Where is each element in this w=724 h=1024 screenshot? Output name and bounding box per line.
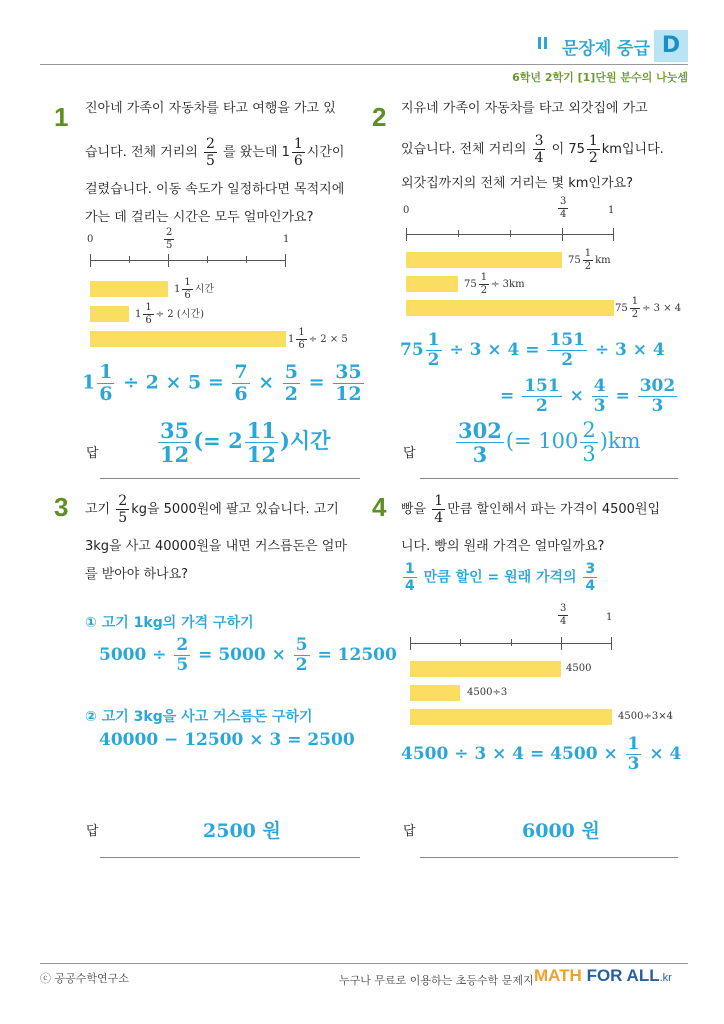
text: = — [500, 386, 515, 406]
numerator: 2 — [166, 227, 173, 238]
numerator: 1 — [427, 330, 440, 350]
text: ÷ 3 × 4 — [642, 303, 682, 314]
text: 1 — [82, 371, 96, 394]
text: 빵을 — [401, 502, 427, 517]
fraction — [626, 736, 642, 773]
text: )km — [599, 429, 641, 453]
denominator: 5 — [118, 510, 128, 526]
fraction — [116, 494, 129, 525]
problem-2-number: 2 — [372, 102, 387, 132]
brand-for-all: FOR ALL — [586, 966, 660, 985]
fraction — [580, 420, 597, 465]
bar-2 — [410, 685, 460, 701]
answer-3-label: 답 — [86, 824, 99, 839]
bar-2 — [406, 276, 458, 292]
denominator: 4 — [405, 578, 415, 594]
tick — [90, 254, 91, 267]
text: 75 — [400, 340, 424, 360]
numerator: 35 — [160, 418, 190, 443]
text: (= 100 — [505, 429, 579, 453]
denominator: 6 — [298, 340, 305, 351]
axis-mark-label — [162, 228, 176, 251]
bar-3 — [410, 709, 612, 725]
number-line — [90, 260, 286, 261]
text: 5000 ÷ — [99, 645, 167, 665]
bar-1 — [90, 281, 168, 297]
tick — [129, 256, 130, 263]
text: ÷ 3 × 4 = — [449, 340, 540, 360]
level-label: D — [661, 33, 681, 58]
problem-3-step-2: ② 고기 3kg을 사고 거스름돈 구하기 — [85, 709, 313, 725]
problem-3-step-2-equation: 40000 − 12500 × 3 = 2500 — [99, 730, 355, 750]
fraction — [294, 637, 310, 674]
problem-1-line: 가는 데 걸리는 시간은 모두 얼마인가요? — [85, 210, 314, 225]
fraction — [296, 328, 306, 351]
diagram-2 — [403, 196, 706, 322]
denominator: 2 — [561, 350, 574, 370]
fraction — [592, 378, 608, 415]
bar-2-label — [135, 303, 204, 326]
fraction — [479, 273, 489, 296]
denominator: 2 — [631, 309, 639, 320]
answer-1-underline — [100, 478, 360, 479]
text: ÷ 2 (시간) — [155, 309, 204, 320]
bar-3-label — [288, 328, 348, 351]
text: kg을 5000원에 팔고 있습니다. 고기 — [131, 502, 339, 517]
tick — [613, 228, 614, 241]
tick — [410, 637, 411, 650]
numerator: 1 — [298, 327, 305, 338]
text: 75 — [615, 303, 628, 314]
denominator: 3 — [472, 442, 488, 467]
denominator: 2 — [427, 350, 440, 370]
bar-3 — [406, 300, 614, 316]
problem-3-line: 3kg을 사고 40000원을 내면 거스름돈은 얼마 — [85, 539, 347, 554]
numerator: 3 — [560, 603, 567, 614]
text: = — [308, 371, 325, 394]
axis-zero-label: 0 — [87, 234, 94, 245]
numerator: 1 — [480, 272, 488, 283]
problem-3-number: 3 — [54, 492, 69, 522]
numerator: 302 — [639, 376, 676, 396]
text: 75 — [568, 255, 581, 266]
numerator: 302 — [458, 418, 502, 443]
tick — [561, 637, 562, 650]
numerator: 4 — [593, 376, 606, 396]
denominator: 5 — [176, 655, 189, 675]
fraction — [182, 278, 192, 301]
answer-3-value: 2500 원 — [203, 820, 281, 842]
denominator: 6 — [99, 383, 113, 405]
tick — [168, 254, 169, 267]
solution-2-equation-2 — [500, 378, 679, 415]
problem-4-text — [401, 490, 660, 560]
numerator: 11 — [246, 418, 276, 443]
text: 있습니다. 전체 거리의 — [401, 142, 527, 157]
numerator: 5 — [295, 635, 308, 655]
numerator: 35 — [335, 361, 362, 383]
numerator: 1 — [99, 361, 113, 383]
answer-2-underline — [420, 478, 678, 479]
problem-1-line-2 — [85, 133, 344, 173]
denominator: 5 — [206, 153, 215, 169]
problem-3-line: 를 받아야 하나요? — [85, 567, 189, 582]
tick — [458, 230, 459, 237]
numerator: 1 — [434, 493, 444, 509]
footer-copyright: ⓒ 공공수학연구소 — [40, 972, 129, 985]
denominator: 4 — [585, 578, 596, 594]
axis-one-label: 1 — [608, 205, 615, 216]
fraction — [143, 303, 153, 326]
diagram-4 — [410, 602, 710, 727]
text: 습니다. 전체 거리의 — [85, 145, 198, 160]
answer-4-underline — [420, 857, 678, 858]
answer-2-value — [454, 420, 641, 465]
problem-2-line: 외갓집까지의 전체 거리는 몇 km인가요? — [401, 176, 633, 191]
denominator: 6 — [234, 383, 248, 405]
series-title: 문장제 중급 — [562, 39, 651, 59]
fraction — [630, 297, 640, 320]
denominator: 5 — [166, 240, 173, 251]
problem-3-text — [85, 490, 347, 590]
fraction — [547, 332, 587, 369]
denominator: 6 — [145, 315, 152, 326]
bar-3 — [90, 331, 286, 347]
fraction — [292, 137, 305, 168]
problem-1-line: 진아네 가족이 자동차를 타고 여행을 가고 있 — [85, 101, 336, 116]
bar-1-label — [568, 249, 611, 272]
numerator: 1 — [627, 734, 640, 754]
tick — [246, 256, 247, 263]
text: ÷ 2 × 5 = — [123, 371, 224, 394]
solution-2-equation-1 — [400, 332, 665, 369]
tick — [207, 256, 208, 263]
axis-mark-label — [556, 197, 570, 220]
axis-one-label: 1 — [283, 234, 290, 245]
denominator: 12 — [160, 442, 190, 467]
bar-1-label: 4500 — [566, 663, 592, 674]
fraction — [158, 420, 191, 465]
numerator: 1 — [145, 302, 152, 313]
footer-rule — [40, 963, 688, 964]
numerator: 151 — [549, 330, 585, 350]
unit-subtitle: 6학년 2학기 [1]단원 분수의 나눗셈 — [512, 71, 688, 84]
bar-1-label — [174, 278, 214, 301]
text: 이 75 — [551, 142, 585, 157]
fraction — [638, 378, 678, 415]
fraction — [283, 363, 300, 404]
denominator: 3 — [651, 396, 664, 416]
numerator: 1 — [584, 248, 592, 259]
text: × — [569, 386, 584, 406]
text: )시간 — [279, 428, 331, 453]
problem-4-number: 4 — [372, 492, 387, 522]
text: × 4 — [649, 744, 682, 764]
problem-4-hint — [401, 562, 599, 593]
fraction — [533, 134, 546, 165]
tick — [511, 639, 512, 646]
fraction — [333, 363, 363, 404]
tick — [460, 639, 461, 646]
numerator: 5 — [284, 361, 299, 383]
denominator: 3 — [627, 754, 640, 774]
denominator: 12 — [246, 442, 276, 467]
fraction — [204, 137, 217, 168]
answer-1-label: 답 — [86, 446, 99, 461]
problem-2-line-2 — [401, 131, 664, 169]
footer-tagline: 누구나 무료로 이용하는 초등수학 문제지 — [339, 974, 534, 987]
denominator: 6 — [293, 153, 303, 169]
tick — [406, 228, 407, 241]
numerator: 2 — [176, 635, 189, 655]
text: = — [615, 386, 630, 406]
level-badge — [654, 30, 688, 62]
denominator: 2 — [480, 285, 488, 296]
text: 만큼 할인해서 파는 가격이 4500원입 — [447, 502, 661, 517]
text: 시간 — [194, 284, 215, 295]
text: = 12500 — [317, 645, 397, 665]
text: 1 — [174, 284, 181, 295]
answer-4-value: 6000 원 — [522, 820, 600, 842]
fraction — [522, 378, 562, 415]
text: × — [258, 371, 275, 394]
numerator: 2 — [206, 136, 215, 152]
numerator: 1 — [631, 296, 639, 307]
text: ÷ 3km — [491, 279, 525, 290]
diagram-1 — [87, 227, 360, 351]
problem-2-line: 지유네 가족이 자동차를 타고 외갓집에 가고 — [401, 101, 648, 116]
text: ÷ 3 × 4 — [594, 340, 665, 360]
problem-4-line-1 — [401, 490, 660, 530]
numerator: 1 — [184, 277, 191, 288]
axis-zero-label: 0 — [403, 205, 410, 216]
denominator: 2 — [588, 150, 598, 166]
axis-mark-label — [556, 604, 570, 627]
fraction — [245, 420, 278, 465]
fraction — [583, 249, 593, 272]
numerator: 1 — [293, 136, 303, 152]
fraction — [174, 637, 190, 674]
solution-4-equation — [401, 736, 681, 773]
fraction — [426, 332, 442, 369]
bar-2-label — [464, 273, 525, 296]
brand-domain: .kr — [659, 972, 672, 984]
answer-3-underline — [100, 857, 360, 858]
problem-1-line: 걸렸습니다. 이동 속도가 일정하다면 목적지에 — [85, 182, 345, 197]
text: 시간이 — [306, 145, 345, 160]
text: = 5000 × — [198, 645, 286, 665]
text: 4500 ÷ 3 × 4 = 4500 × — [401, 744, 618, 764]
numerator: 2 — [582, 418, 596, 442]
tick — [285, 254, 286, 267]
brand-math: MATH — [534, 966, 582, 985]
problem-4-line: 니다. 빵의 원래 가격은 얼마일까요? — [401, 539, 605, 554]
answer-2-label: 답 — [403, 446, 416, 461]
tick — [611, 637, 612, 650]
problem-3-line-1 — [85, 490, 347, 530]
bar-3-label: 4500÷3×4 — [618, 711, 673, 722]
numerator: 3 — [585, 561, 596, 577]
answer-1-value — [156, 420, 330, 465]
denominator: 4 — [560, 616, 567, 627]
denominator: 2 — [584, 261, 592, 272]
text: 만큼 할인 = 원래 가격의 — [423, 569, 577, 586]
denominator: 3 — [593, 396, 606, 416]
bar-2 — [90, 306, 129, 322]
denominator: 6 — [184, 290, 191, 301]
header-bars-icon — [538, 37, 550, 49]
text: 1 — [288, 334, 295, 345]
bar-2-label: 4500÷3 — [467, 687, 508, 698]
text: 75 — [464, 279, 477, 290]
problem-3-step-1: ① 고기 1kg의 가격 구하기 — [85, 615, 254, 631]
fraction — [403, 562, 417, 593]
brand-logo — [534, 966, 672, 986]
text: ÷ 2 × 5 — [308, 334, 348, 345]
numerator: 7 — [234, 361, 248, 383]
numerator: 1 — [588, 133, 598, 149]
fraction — [587, 134, 600, 165]
numerator: 3 — [534, 133, 544, 149]
denominator: 4 — [434, 510, 444, 526]
fraction — [456, 420, 504, 465]
denominator: 4 — [534, 150, 544, 166]
fraction — [432, 494, 445, 525]
fraction — [583, 562, 597, 593]
numerator: 1 — [405, 561, 415, 577]
bar-3-label — [615, 297, 681, 320]
denominator: 12 — [335, 383, 362, 405]
denominator: 2 — [295, 655, 308, 675]
text: (= 2 — [193, 428, 243, 453]
text: 고기 — [85, 502, 111, 517]
numerator: 3 — [560, 196, 567, 207]
solution-1-equation — [82, 363, 366, 404]
header-rule — [40, 64, 688, 65]
bar-1 — [406, 252, 562, 268]
problem-1-text — [85, 93, 344, 233]
problem-3-step-1-equation — [99, 637, 397, 674]
problem-1-number: 1 — [54, 102, 69, 132]
numerator: 151 — [524, 376, 560, 396]
text: km입니다. — [601, 142, 664, 157]
text: km — [595, 255, 611, 266]
denominator: 4 — [560, 209, 567, 220]
denominator: 2 — [284, 383, 299, 405]
tick — [510, 230, 511, 237]
bar-1 — [410, 661, 561, 677]
denominator: 2 — [536, 396, 548, 416]
numerator: 2 — [118, 493, 128, 509]
problem-2-text — [401, 93, 664, 199]
denominator: 3 — [582, 442, 596, 466]
fraction — [232, 363, 249, 404]
answer-4-label: 답 — [403, 824, 416, 839]
text: 1 — [135, 309, 142, 320]
axis-one-label: 1 — [606, 612, 613, 623]
fraction — [97, 363, 114, 404]
tick — [562, 228, 563, 241]
text: 를 왔는데 1 — [223, 145, 290, 160]
